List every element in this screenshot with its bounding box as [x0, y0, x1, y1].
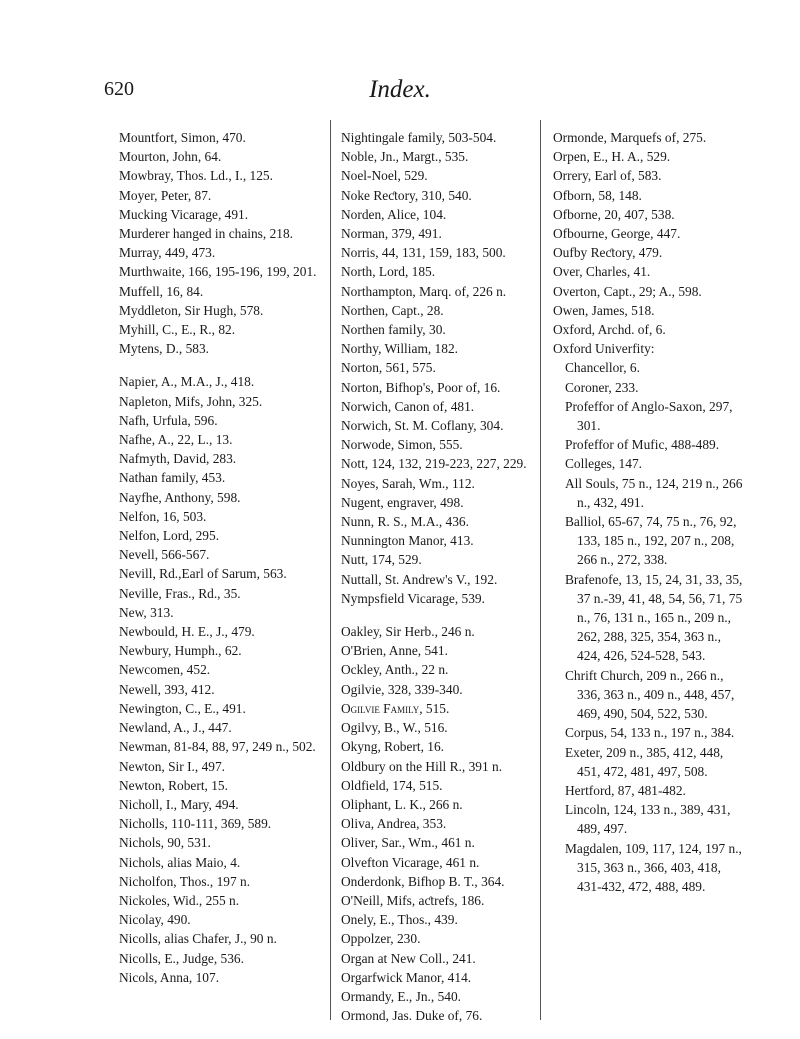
index-entry: Nafmyth, David, 283.	[119, 451, 237, 467]
index-subentry: Chrift Church, 209 n., 266 n., 336, 363 n., 409 n., 448, 457, 469, 490, 504, 522, 530.	[565, 667, 735, 722]
index-entry: Mountfort, Simon, 470.	[119, 130, 246, 145]
index-entry: Napleton, Mifs, John, 325.	[119, 393, 263, 409]
index-entry: Owen, James, 518.	[553, 302, 655, 318]
index-entry: Nevill, Rd.,Earl of Sarum, 563.	[119, 566, 287, 582]
index-entry: Noke Reƈtory, 310, 540.	[341, 187, 472, 203]
index-entry: Nafh, Urfula, 596.	[119, 412, 218, 428]
index-entry: Nicholfon, Thos., 197 n.	[119, 873, 251, 889]
index-entry: Nicholl, I., Mary, 494.	[119, 796, 239, 812]
index-entry: Nunn, R. S., M.A., 436.	[341, 514, 469, 530]
index-entry: Nunnington Manor, 413.	[341, 533, 474, 549]
index-entry: Overton, Capt., 29; A., 598.	[553, 283, 702, 299]
index-entry: Norman, 379, 491.	[341, 226, 442, 242]
index-entry: Nicols, Anna, 107.	[119, 969, 220, 985]
index-column-2	[341, 128, 536, 1025]
index-entry: Nickoles, Wid., 255 n.	[119, 892, 240, 908]
index-subentry: Coroner, 233.	[565, 379, 639, 395]
index-entry: Newton, Sir I., 497.	[119, 758, 226, 774]
index-entry: Nevell, 566-567.	[119, 547, 210, 563]
index-entry: Mucking Vicarage, 491.	[119, 206, 249, 222]
index-entry: Norwich, St. M. Coflany, 304.	[341, 418, 504, 434]
index-entry: Okyng, Robert, 16.	[341, 739, 445, 755]
index-entry: Nafhe, A., 22, L., 13.	[119, 432, 233, 448]
index-entry: Oxford Univerfity:	[553, 341, 655, 357]
index-entry: Newell, 393, 412.	[119, 681, 215, 697]
index-entry: Nicolls, E., Judge, 536.	[119, 950, 244, 966]
index-entry: Ormandy, E., Jn., 540.	[341, 988, 462, 1004]
index-entry: Newman, 81-84, 88, 97, 249 n., 502.	[119, 739, 316, 755]
index-entry: Murderer hanged in chains, 218.	[119, 226, 294, 242]
index-entry: New, 313.	[119, 604, 174, 620]
index-entry: Oakley, Sir Herb., 246 n.	[341, 624, 475, 640]
index-entry: Norwode, Simon, 555.	[341, 437, 463, 453]
index-entry: Nicholls, 110-111, 369, 589.	[119, 816, 272, 832]
index-entry: Newbury, Humph., 62.	[119, 643, 242, 659]
index-entry: Northen family, 30.	[341, 322, 446, 338]
index-entry: Ogilvie, 328, 339-340.	[341, 681, 463, 697]
index-entry: Nightingale family, 503-504.	[341, 130, 497, 145]
index-entry: Organ at New Coll., 241.	[341, 950, 476, 966]
index-entry: Nutt, 174, 529.	[341, 552, 422, 568]
index-entry: Myhill, C., E., R., 82.	[119, 322, 236, 338]
index-subentry: Exeter, 209 n., 385, 412, 448, 451, 472, 481, 497, 508.	[565, 744, 724, 779]
index-subentry: All Souls, 75 n., 124, 219 n., 266 n., 432, 491.	[565, 475, 743, 510]
index-entry: Newland, A., J., 447.	[119, 720, 232, 736]
index-subentry: Magdalen, 109, 117, 124, 197 n., 315, 363 n., 366, 403, 418, 431-432, 472, 488, 489.	[565, 840, 742, 894]
index-entry: Myddleton, Sir Hugh, 578.	[119, 302, 264, 318]
index-entry: Nicolay, 490.	[119, 912, 191, 928]
index-entry: Oliphant, L. K., 266 n.	[341, 796, 463, 812]
index-entry: Noel-Noel, 529.	[341, 168, 428, 184]
index-entry: Mourton, John, 64.	[119, 149, 222, 165]
index-column-3	[553, 128, 745, 896]
index-entry: Mowbray, Thos. Ld., I., 125.	[119, 168, 273, 184]
index-entry: Oliva, Andrea, 353.	[341, 816, 447, 832]
index-entry: Over, Charles, 41.	[553, 264, 651, 280]
index-entry: Muffell, 16, 84.	[119, 283, 204, 299]
index-entry: Newbould, H. E., J., 479.	[119, 624, 255, 640]
index-entry: Nugent, engraver, 498.	[341, 494, 464, 510]
index-entry: Noyes, Sarah, Wm., 112.	[341, 475, 475, 491]
index-entry: Nuttall, St. Andrew's V., 192.	[341, 571, 498, 587]
index-entry: Nichols, alias Maio, 4.	[119, 854, 241, 870]
index-entry: Napier, A., M.A., J., 418.	[119, 374, 255, 390]
letter-gap	[119, 358, 326, 372]
column-divider	[330, 120, 331, 1020]
index-entry: Newton, Robert, 15.	[119, 777, 228, 793]
index-subentry: Hertford, 87, 481-482.	[565, 782, 686, 798]
page-title: Index.	[369, 76, 431, 103]
index-entry: Ofborn, 58, 148.	[553, 187, 642, 203]
index-entry: Norden, Alice, 104.	[341, 206, 447, 222]
index-entry: Nelfon, 16, 503.	[119, 508, 207, 524]
index-entry: Noble, Jn., Margt., 535.	[341, 149, 469, 165]
index-subentry: Profeffor of Anglo-Saxon, 297, 301.	[565, 398, 733, 434]
index-entry: Nayfhe, Anthony, 598.	[119, 489, 241, 505]
index-subentry: Chancellor, 6.	[565, 360, 640, 376]
index-entry: Ormonde, Marquefs of, 275.	[553, 130, 707, 145]
index-column-1	[119, 128, 326, 987]
index-entry: Oldbury on the Hill R., 391 n.	[341, 758, 503, 774]
index-entry: Neville, Fras., Rd., 35.	[119, 585, 241, 601]
index-entry: Onely, E., Thos., 439.	[341, 912, 458, 928]
index-entry: Norton, Bifhop's, Poor of, 16.	[341, 379, 501, 395]
index-entry: Oppolzer, 230.	[341, 931, 421, 947]
index-entry: Nicolls, alias Chafer, J., 90 n.	[119, 931, 277, 947]
index-entry: Norton, 561, 575.	[341, 360, 436, 376]
index-entry: Murthwaite, 166, 195-196, 199, 201.	[119, 264, 317, 280]
index-entry: Nelfon, Lord, 295.	[119, 528, 220, 544]
index-subentry: Lincoln, 124, 133 n., 389, 431, 489, 497.	[565, 802, 731, 837]
index-entry: Mytens, D., 583.	[119, 341, 210, 357]
letter-gap	[341, 608, 536, 622]
index-subentry: Balliol, 65-67, 74, 75 n., 76, 92, 133, 185 n., 192, 207 n., 208, 266 n., 272, 338.	[565, 514, 737, 568]
index-entry: Nympsfield Vicarage, 539.	[341, 590, 485, 606]
index-entry: Murray, 449, 473.	[119, 245, 216, 261]
index-entry: Ofborne, 20, 407, 538.	[553, 206, 675, 222]
index-entry: Ormond, Jas. Duke of, 76.	[341, 1008, 483, 1024]
index-entry: Olvefton Vicarage, 461 n.	[341, 854, 480, 870]
index-entry: Ogilvy, B., W., 516.	[341, 720, 448, 736]
index-entry: Norwich, Canon of, 481.	[341, 398, 475, 414]
index-entry: Oliver, Sar., Wm., 461 n.	[341, 835, 475, 851]
index-entry: O'Brien, Anne, 541.	[341, 643, 448, 659]
index-entry: North, Lord, 185.	[341, 264, 436, 280]
index-entry: Nathan family, 453.	[119, 470, 226, 486]
index-entry: Oxford, Archd. of, 6.	[553, 322, 666, 338]
index-entry: Northy, William, 182.	[341, 341, 458, 357]
index-entry: Orgarfwick Manor, 414.	[341, 969, 472, 985]
page-number: 620	[104, 78, 134, 100]
index-entry: Ogilvie Family, 515.	[341, 700, 450, 716]
index-entry: Nichols, 90, 531.	[119, 835, 211, 851]
page-header	[0, 76, 800, 112]
index-entry: Ockley, Anth., 22 n.	[341, 662, 449, 678]
column-divider	[540, 120, 541, 1020]
index-subentry: Corpus, 54, 133 n., 197 n., 384.	[565, 725, 735, 741]
index-entry: Northen, Capt., 28.	[341, 302, 444, 318]
index-entry: Orrery, Earl of, 583.	[553, 168, 662, 184]
index-entry: Onderdonk, Bifhop B. T., 364.	[341, 873, 505, 889]
index-entry: Orpen, E., H. A., 529.	[553, 149, 671, 165]
index-entry: O'Neill, Mifs, aƈtrefs, 186.	[341, 892, 485, 908]
index-entry: Oldfield, 174, 515.	[341, 777, 443, 793]
index-entry: Nott, 124, 132, 219-223, 227, 229.	[341, 456, 527, 472]
index-entry: Oufby Reƈtory, 479.	[553, 245, 663, 261]
index-entry: Northampton, Marq. of, 226 n.	[341, 283, 507, 299]
index-entry: Ofbourne, George, 447.	[553, 226, 681, 242]
index-entry: Moyer, Peter, 87.	[119, 187, 212, 203]
index-entry: Norris, 44, 131, 159, 183, 500.	[341, 245, 506, 261]
index-subentry: Colleges, 147.	[565, 456, 642, 472]
index-entry: Newington, C., E., 491.	[119, 700, 246, 716]
index-entry: Newcomen, 452.	[119, 662, 211, 678]
index-subentry: Profeffor of Mufic, 488-489.	[565, 437, 720, 453]
index-subentry: Brafenofe, 13, 15, 24, 31, 33, 35, 37 n.-39, 41, 48, 54, 56, 71, 75 n., 76, 131 n., 165 n., 209 n., 262, 288, 325, 354, 363 n., 424, 426, 524-528, 543.	[565, 571, 743, 664]
